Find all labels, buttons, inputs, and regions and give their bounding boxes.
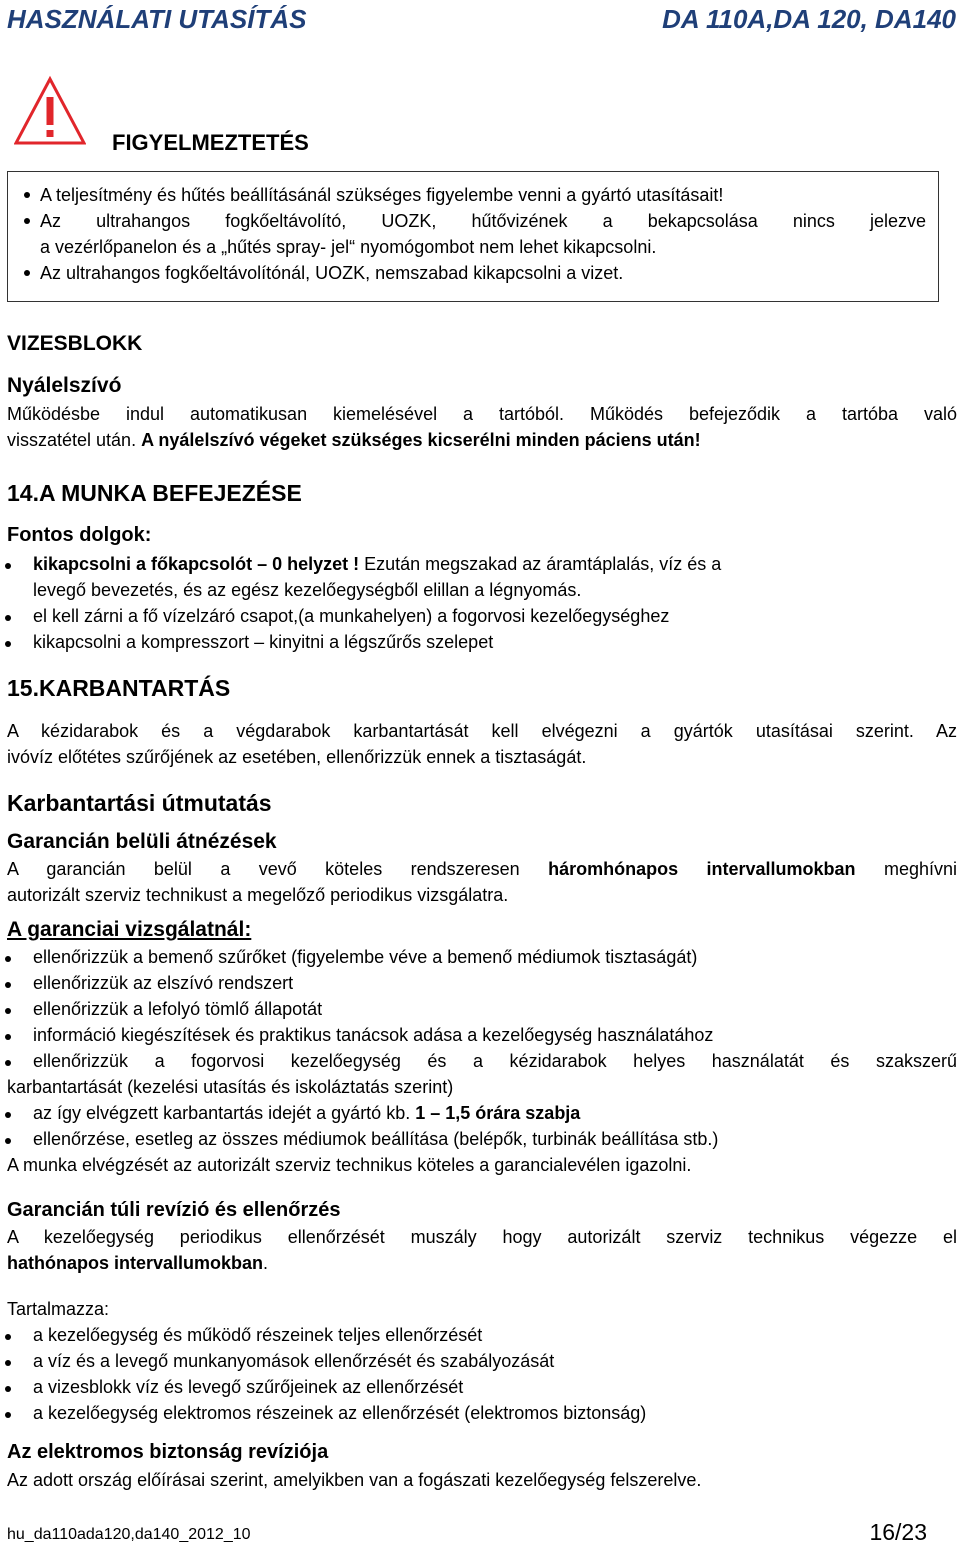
bullet-icon — [5, 1060, 11, 1066]
list-item: ellenőrizzük az elszívó rendszert — [33, 973, 294, 993]
subsection-title-fontos-dolgok: Fontos dolgok: — [7, 524, 152, 546]
warning-title: FIGYELMEZTETÉS — [112, 130, 309, 155]
header-title-left: HASZNÁLATI UTASÍTÁS — [7, 4, 307, 34]
paragraph: hathónapos intervallumokban. — [7, 1253, 269, 1273]
bullet-icon — [24, 192, 30, 198]
paragraph: Működésbe indul automatikusan kiemelésével a tartóból. Működés befejeződik a tartóba való — [7, 404, 957, 424]
list-item: ellenőrzése, esetleg az összes médiumok beállítása (belépők, turbinák beállítása stb.) — [33, 1129, 719, 1149]
bullet-icon — [5, 982, 11, 988]
subsection-title-garancian-tuli: Garancián túli revízió és ellenőrzés — [7, 1199, 341, 1221]
warning-item-continued: a vezérlőpanelon és a „hűtés spray- jel“ nyomógombot nem lehet kikapcsolni. — [40, 237, 657, 257]
list-item-continued: levegő bevezetés, és az egész kezelőegységből elillan a légnyomás. — [33, 580, 582, 600]
footer-doc-id: hu_da110ada120,da140_2012_10 — [7, 1526, 251, 1543]
bullet-icon — [5, 1412, 11, 1418]
warning-item: Az ultrahangos fogkőeltávolítónál, UOZK, nemszabad kikapcsolni a vizet. — [40, 263, 624, 283]
section-title-munka-befejezese: 14.A MUNKA BEFEJEZÉSE — [7, 480, 302, 506]
list-item: kikapcsolni a kompresszort – kinyitni a légszűrős szelepet — [33, 632, 494, 652]
list-item: információ kiegészítések és praktikus tanácsok adása a kezelőegység használatához — [33, 1025, 714, 1045]
bullet-icon — [5, 641, 11, 647]
bullet-icon — [5, 1112, 11, 1118]
bullet-icon — [24, 270, 30, 276]
paragraph: A kezelőegység periodikus ellenőrzését muszály hogy autorizált szerviz technikus végezze el — [7, 1227, 957, 1247]
subsection-title-elektromos-biztonsag: Az elektromos biztonság revíziója — [7, 1441, 329, 1463]
bullet-icon — [5, 956, 11, 962]
section-title-karbantartas: 15.KARBANTARTÁS — [7, 675, 231, 701]
subsection-title-nyalelszivo: Nyálelszívó — [7, 374, 122, 397]
warning-triangle-icon — [14, 75, 86, 147]
warning-item: A teljesítmény és hűtés beállításánál szükséges figyelembe venni a gyártó utasításait! — [40, 185, 724, 205]
list-item: a kezelőegység elektromos részeinek az ellenőrzését (elektromos biztonság) — [33, 1403, 647, 1423]
bullet-icon — [5, 1360, 11, 1366]
list-item: kikapcsolni a főkapcsolót – 0 helyzet ! Ezután megszakad az áramtáplalás, víz és a — [33, 554, 722, 574]
bullet-icon — [5, 1138, 11, 1144]
list-item: a vizesblokk víz és levegő szűrőjeinek az ellenőrzését — [33, 1377, 464, 1397]
list-item: a kezelőegység és működő részeinek teljes ellenőrzését — [33, 1325, 483, 1345]
paragraph: ivóvíz előtétes szűrőjének az esetében, ellenőrizzük ennek a tisztaságát. — [7, 747, 587, 767]
list-item: ellenőrizzük a bemenő szűrőket (figyelembe véve a bemenő médiumok tisztaságát) — [33, 947, 698, 967]
list-item: ellenőrizzük a lefolyó tömlő állapotát — [33, 999, 323, 1019]
bullet-icon — [5, 563, 11, 569]
paragraph: autorizált szerviz technikust a megelőző periodikus vizsgálatra. — [7, 885, 509, 905]
section-title-vizesblokk: VIZESBLOKK — [7, 332, 143, 355]
list-item: a víz és a levegő munkanyomások ellenőrzését és szabályozását — [33, 1351, 555, 1371]
bullet-icon — [5, 1034, 11, 1040]
section-title-karbantartasi-utmutatas: Karbantartási útmutatás — [7, 790, 272, 816]
bullet-icon — [24, 218, 30, 224]
list-item-continued: karbantartását (kezelési utasítás és iskoláztatás szerint) — [7, 1077, 454, 1097]
subsection-title-garanciai-vizsgalat: A garanciai vizsgálatnál: — [7, 918, 252, 941]
paragraph: A munka elvégzését az autorizált szerviz technikus köteles a garancialevélen igazolni. — [7, 1155, 692, 1175]
bullet-icon — [5, 1008, 11, 1014]
paragraph: visszatétel után. A nyálelszívó végeket szükséges kicserélni minden páciens után! — [7, 430, 701, 450]
subsection-title-garancian-beluli: Garancián belüli átnézések — [7, 830, 277, 853]
label-tartalmazza: Tartalmazza: — [7, 1299, 110, 1319]
warning-item: Az ultrahangos fogkőeltávolító, UOZK, hűtővizének a bekapcsolása nincs jelezve — [40, 211, 926, 231]
list-item: az így elvégzett karbantartás idejét a gyártó kb. 1 – 1,5 órára szabja — [33, 1103, 581, 1123]
bullet-icon — [5, 615, 11, 621]
paragraph: A garancián belül a vevő köteles rendszeresen háromhónapos intervallumokban meghívni — [7, 859, 957, 879]
paragraph: A kézidarabok és a végdarabok karbantartását kell elvégezni a gyártók utasításai szerint. Az — [7, 721, 957, 741]
paragraph: Az adott ország előírásai szerint, amelyikben van a fogászati kezelőegység felszerelve. — [7, 1470, 702, 1490]
footer-page-number: 16/23 — [869, 1519, 927, 1545]
bullet-icon — [5, 1386, 11, 1392]
list-item: el kell zárni a fő vízelzáró csapot,(a munkahelyen) a fogorvosi kezelőegységhez — [33, 606, 670, 626]
emphasis: A nyálelszívó végeket szükséges kicserélni minden páciens után! — [141, 430, 701, 450]
bullet-icon — [5, 1334, 11, 1340]
header-title-right: DA 110A,DA 120, DA140 — [662, 4, 956, 34]
list-item: ellenőrizzük a fogorvosi kezelőegység és a kézidarabok helyes használatát és szakszerű — [33, 1051, 957, 1071]
